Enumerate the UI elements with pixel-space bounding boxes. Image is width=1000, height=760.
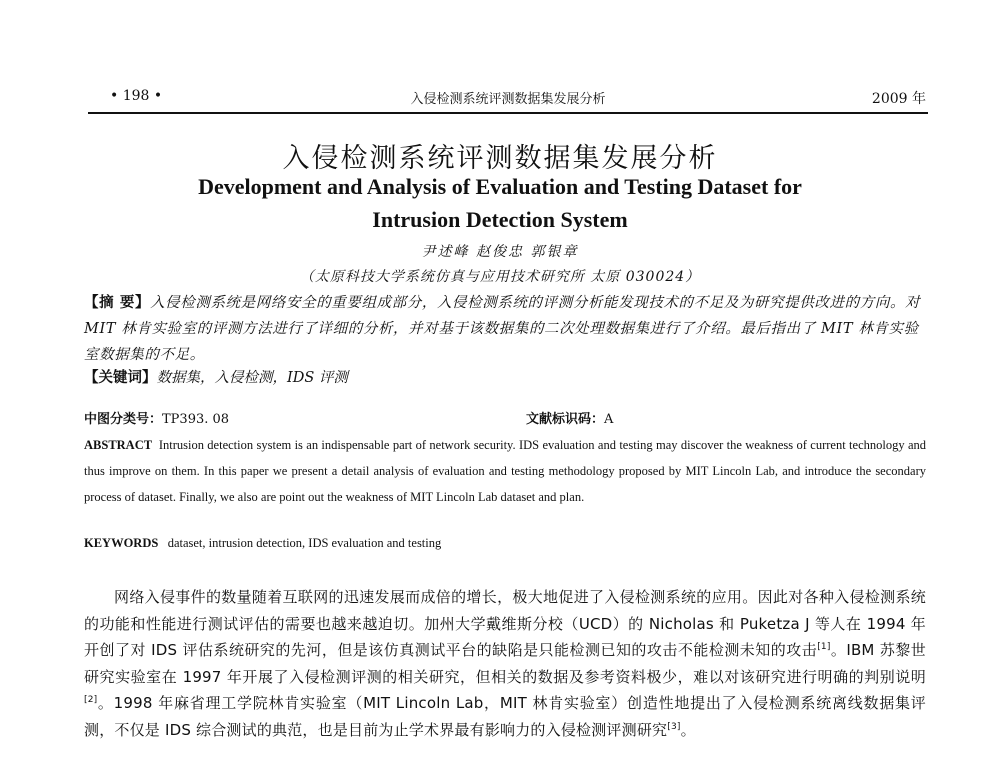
abstract-chinese <box>84 290 926 368</box>
title-chinese: 入侵检测系统评测数据集发展分析 <box>282 143 718 174</box>
running-title: 入侵检测系统评测数据集发展分析 <box>410 92 606 107</box>
body-paragraph <box>84 584 926 744</box>
classification-number <box>84 408 229 427</box>
body-text-part-4: 。 <box>680 720 696 739</box>
body-text-part-1: 网络入侵事件的数量随着互联网的迅速发展而成倍的增长，极大地促进了入侵检测系统的应用。因此对各种入侵检测系统的功能和性能进行测试评估的需要也越来越迫切。加州大学戴维斯分校（UCD）的 Nicholas 和 Puketza J 等人在 1994 年开创了对 IDS 评估系统研究的先河，但是该仿真测试平台的缺陷是只能检测已知的攻击不能检测未知的攻击 <box>84 588 926 660</box>
affiliation: （太原科技大学系统仿真与应用技术研究所 太原 030024） <box>299 269 701 285</box>
keywords-chinese-label: 【关键词】 <box>84 369 157 386</box>
document-code-label: 文献标识码： <box>526 412 605 427</box>
header-rule <box>88 112 928 114</box>
citation-2: [2] <box>84 695 98 706</box>
header-year: 2009 年 <box>871 91 926 107</box>
body-text-part-3: 。1998 年麻省理工学院林肯实验室（MIT Lincoln Lab，MIT 林肯实验室）创造性地提出了入侵检测系统离线数据集评测，不仅是 IDS 综合测试的典范，也是目前为止学术界最有影响力的入侵检测评测研究 <box>84 694 926 739</box>
citation-3: [3] <box>667 721 681 732</box>
document-code <box>526 408 613 427</box>
title-english-line-1: Development and Analysis of Evaluation and Testing Dataset for <box>198 174 802 199</box>
body-text-part-2: 。IBM 苏黎世研究实验室在 1997 年开展了入侵检测评测的相关研究，但相关的数据及参考资料极少，难以对该研究进行明确的判别说明 <box>84 641 926 686</box>
abstract-english <box>84 432 926 510</box>
citation-1: [1] <box>817 642 831 653</box>
document-code-value: A <box>604 412 614 427</box>
page-number: • 198 • <box>110 88 163 104</box>
keywords-english-text: dataset, intrusion detection, IDS evaluation and testing <box>167 536 442 550</box>
keywords-english-label: KEYWORDS <box>84 536 159 550</box>
classification-value: TP393. 08 <box>162 412 230 427</box>
keywords-chinese-text: 数据集，入侵检测，IDS 评测 <box>156 370 348 386</box>
abstract-chinese-text: 入侵检测系统是网络安全的重要组成部分，入侵检测系统的评测分析能发现技术的不足及为研究提供改进的方向。对 MIT 林肯实验室的评测方法进行了详细的分析，并对基于该数据集的二次处理数据集进行了介绍。最后指出了 MIT 林肯实验室数据集的不足。 <box>84 295 921 363</box>
authors: 尹述峰 赵俊忠 郭银章 <box>421 244 579 260</box>
abstract-english-label: ABSTRACT <box>84 438 153 452</box>
running-header <box>90 88 926 108</box>
keywords-english <box>84 536 441 551</box>
abstract-chinese-label: 【摘 要】 <box>84 294 151 311</box>
abstract-english-text: Intrusion detection system is an indispensable part of network security. IDS evaluation and testing may discover the weakness of current technology and thus improve on them. In this paper we present a detail analysis of evaluation and testing methodology proposed by MIT Lincoln Lab, and introduce the secondary process of dataset. Finally, we also are point out the weakness of MIT Lincoln Lab dataset and plan. <box>84 438 927 504</box>
title-english-line-2: Intrusion Detection System <box>372 207 628 232</box>
keywords-chinese <box>84 366 348 387</box>
classification-label: 中图分类号： <box>84 412 163 427</box>
